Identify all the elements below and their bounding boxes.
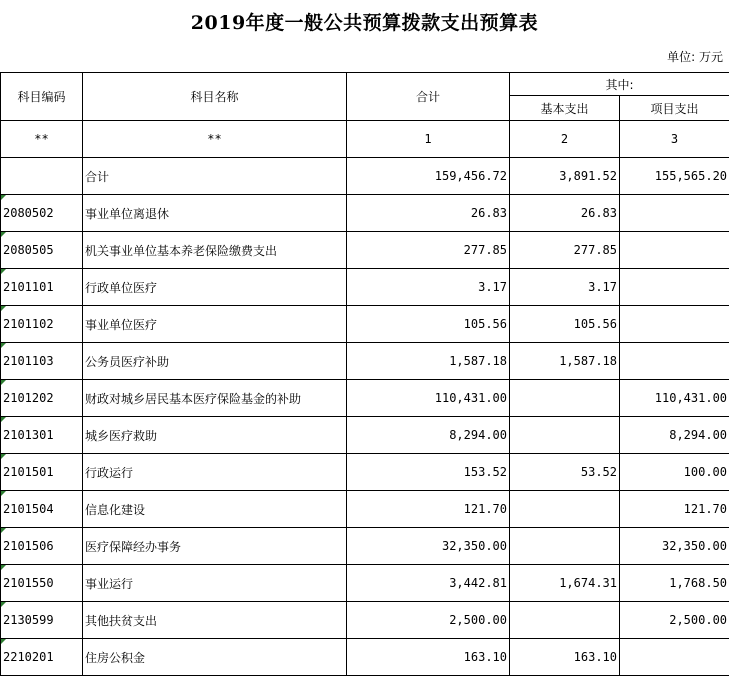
- cell-code-text: 2210201: [3, 650, 54, 664]
- cell-code-text: 2101501: [3, 465, 54, 479]
- cell-code: [1, 602, 83, 639]
- cell-marker-icon: [1, 343, 6, 348]
- table-row: [1, 602, 729, 639]
- table-row: [1, 380, 729, 417]
- cell-code: [1, 232, 83, 269]
- cell-marker-icon: [1, 195, 6, 200]
- cell-code: [1, 343, 83, 380]
- cell-marker-icon: [1, 232, 6, 237]
- table-row: [1, 454, 729, 491]
- header-basic: 基本支出: [510, 96, 620, 121]
- table-row: [1, 195, 729, 232]
- cell-total: 1,587.18: [347, 343, 510, 380]
- cell-code-text: 2101202: [3, 391, 54, 405]
- cell-name: 事业单位医疗: [83, 306, 347, 343]
- cell-basic: [510, 602, 620, 639]
- cell-marker-icon: [1, 639, 6, 644]
- table-row: [1, 306, 729, 343]
- cell-code: [1, 195, 83, 232]
- index-cell: 2: [510, 121, 620, 158]
- cell-basic: 3.17: [510, 269, 620, 306]
- cell-code: [1, 269, 83, 306]
- cell-project: [620, 343, 729, 380]
- cell-project: 8,294.00: [620, 417, 729, 454]
- cell-name: 机关事业单位基本养老保险缴费支出: [83, 232, 347, 269]
- cell-name: 事业运行: [83, 565, 347, 602]
- cell-total: 163.10: [347, 639, 510, 676]
- cell-code-text: 2101102: [3, 317, 54, 331]
- cell-total: 8,294.00: [347, 417, 510, 454]
- table-row: [1, 343, 729, 380]
- cell-code-text: 2080505: [3, 243, 54, 257]
- table-row: [1, 639, 729, 676]
- table-title: 2019年度一般公共预算拨款支出预算表: [190, 12, 539, 34]
- cell-project: 2,500.00: [620, 602, 729, 639]
- cell-code-text: 2130599: [3, 613, 54, 627]
- index-row: [1, 121, 729, 158]
- cell-name: 信息化建设: [83, 491, 347, 528]
- cell-name: 城乡医疗救助: [83, 417, 347, 454]
- cell-marker-icon: [1, 380, 6, 385]
- cell-code: [1, 454, 83, 491]
- cell-project: [620, 639, 729, 676]
- cell-code: [1, 528, 83, 565]
- cell-marker-icon: [1, 454, 6, 459]
- cell-basic: 1,587.18: [510, 343, 620, 380]
- cell-basic: 105.56: [510, 306, 620, 343]
- cell-basic: [510, 417, 620, 454]
- cell-total: 110,431.00: [347, 380, 510, 417]
- cell-code-text: 2101550: [3, 576, 54, 590]
- cell-name: 公务员医疗补助: [83, 343, 347, 380]
- cell-basic: 3,891.52: [510, 158, 620, 195]
- cell-name: 其他扶贫支出: [83, 602, 347, 639]
- cell-basic: [510, 528, 620, 565]
- cell-code: [1, 380, 83, 417]
- table-row: [1, 158, 729, 195]
- cell-name: 合计: [83, 158, 347, 195]
- header-total: 合计: [347, 73, 510, 121]
- table-row: [1, 565, 729, 602]
- cell-code: [1, 417, 83, 454]
- cell-code-text: 2101101: [3, 280, 54, 294]
- cell-basic: 1,674.31: [510, 565, 620, 602]
- table-row: [1, 232, 729, 269]
- cell-marker-icon: [1, 306, 6, 311]
- cell-project: [620, 232, 729, 269]
- cell-name: 行政单位医疗: [83, 269, 347, 306]
- header-name: 科目名称: [83, 73, 347, 121]
- cell-project: [620, 195, 729, 232]
- header-code: 科目编码: [1, 73, 83, 121]
- table-row: [1, 528, 729, 565]
- cell-code: [1, 565, 83, 602]
- cell-project: 100.00: [620, 454, 729, 491]
- cell-total: 121.70: [347, 491, 510, 528]
- cell-code-text: 2101506: [3, 539, 54, 553]
- cell-marker-icon: [1, 417, 6, 422]
- cell-project: 121.70: [620, 491, 729, 528]
- cell-code: [1, 158, 83, 195]
- cell-total: 159,456.72: [347, 158, 510, 195]
- cell-total: 153.52: [347, 454, 510, 491]
- header-row-1: [1, 73, 729, 96]
- cell-basic: 163.10: [510, 639, 620, 676]
- cell-total: 3.17: [347, 269, 510, 306]
- cell-basic: 53.52: [510, 454, 620, 491]
- budget-table: [0, 72, 729, 676]
- table-row: [1, 417, 729, 454]
- cell-marker-icon: [1, 565, 6, 570]
- header-project: 项目支出: [620, 96, 729, 121]
- cell-name: 住房公积金: [83, 639, 347, 676]
- table-row: [1, 491, 729, 528]
- cell-code-text: 2101504: [3, 502, 54, 516]
- cell-total: 2,500.00: [347, 602, 510, 639]
- unit-label: 单位: 万元: [667, 50, 723, 64]
- cell-marker-icon: [1, 602, 6, 607]
- cell-project: 32,350.00: [620, 528, 729, 565]
- index-cell: 1: [347, 121, 510, 158]
- index-cell: **: [1, 121, 83, 158]
- cell-marker-icon: [1, 528, 6, 533]
- cell-name: 医疗保障经办事务: [83, 528, 347, 565]
- cell-basic: [510, 491, 620, 528]
- cell-basic: [510, 380, 620, 417]
- cell-name: 行政运行: [83, 454, 347, 491]
- cell-total: 277.85: [347, 232, 510, 269]
- cell-code: [1, 491, 83, 528]
- index-cell: **: [83, 121, 347, 158]
- cell-project: 155,565.20: [620, 158, 729, 195]
- table-row: [1, 269, 729, 306]
- cell-project: [620, 306, 729, 343]
- cell-code: [1, 306, 83, 343]
- cell-project: [620, 269, 729, 306]
- cell-total: 3,442.81: [347, 565, 510, 602]
- cell-code-text: 2080502: [3, 206, 54, 220]
- cell-total: 32,350.00: [347, 528, 510, 565]
- cell-basic: 277.85: [510, 232, 620, 269]
- cell-marker-icon: [1, 491, 6, 496]
- cell-basic: 26.83: [510, 195, 620, 232]
- cell-code: [1, 639, 83, 676]
- cell-marker-icon: [1, 269, 6, 274]
- cell-name: 事业单位离退休: [83, 195, 347, 232]
- index-cell: 3: [620, 121, 729, 158]
- cell-total: 26.83: [347, 195, 510, 232]
- header-of-which: 其中:: [510, 73, 729, 96]
- cell-total: 105.56: [347, 306, 510, 343]
- cell-project: 110,431.00: [620, 380, 729, 417]
- cell-code-text: 2101301: [3, 428, 54, 442]
- cell-code-text: 2101103: [3, 354, 54, 368]
- cell-name: 财政对城乡居民基本医疗保险基金的补助: [83, 380, 347, 417]
- cell-project: 1,768.50: [620, 565, 729, 602]
